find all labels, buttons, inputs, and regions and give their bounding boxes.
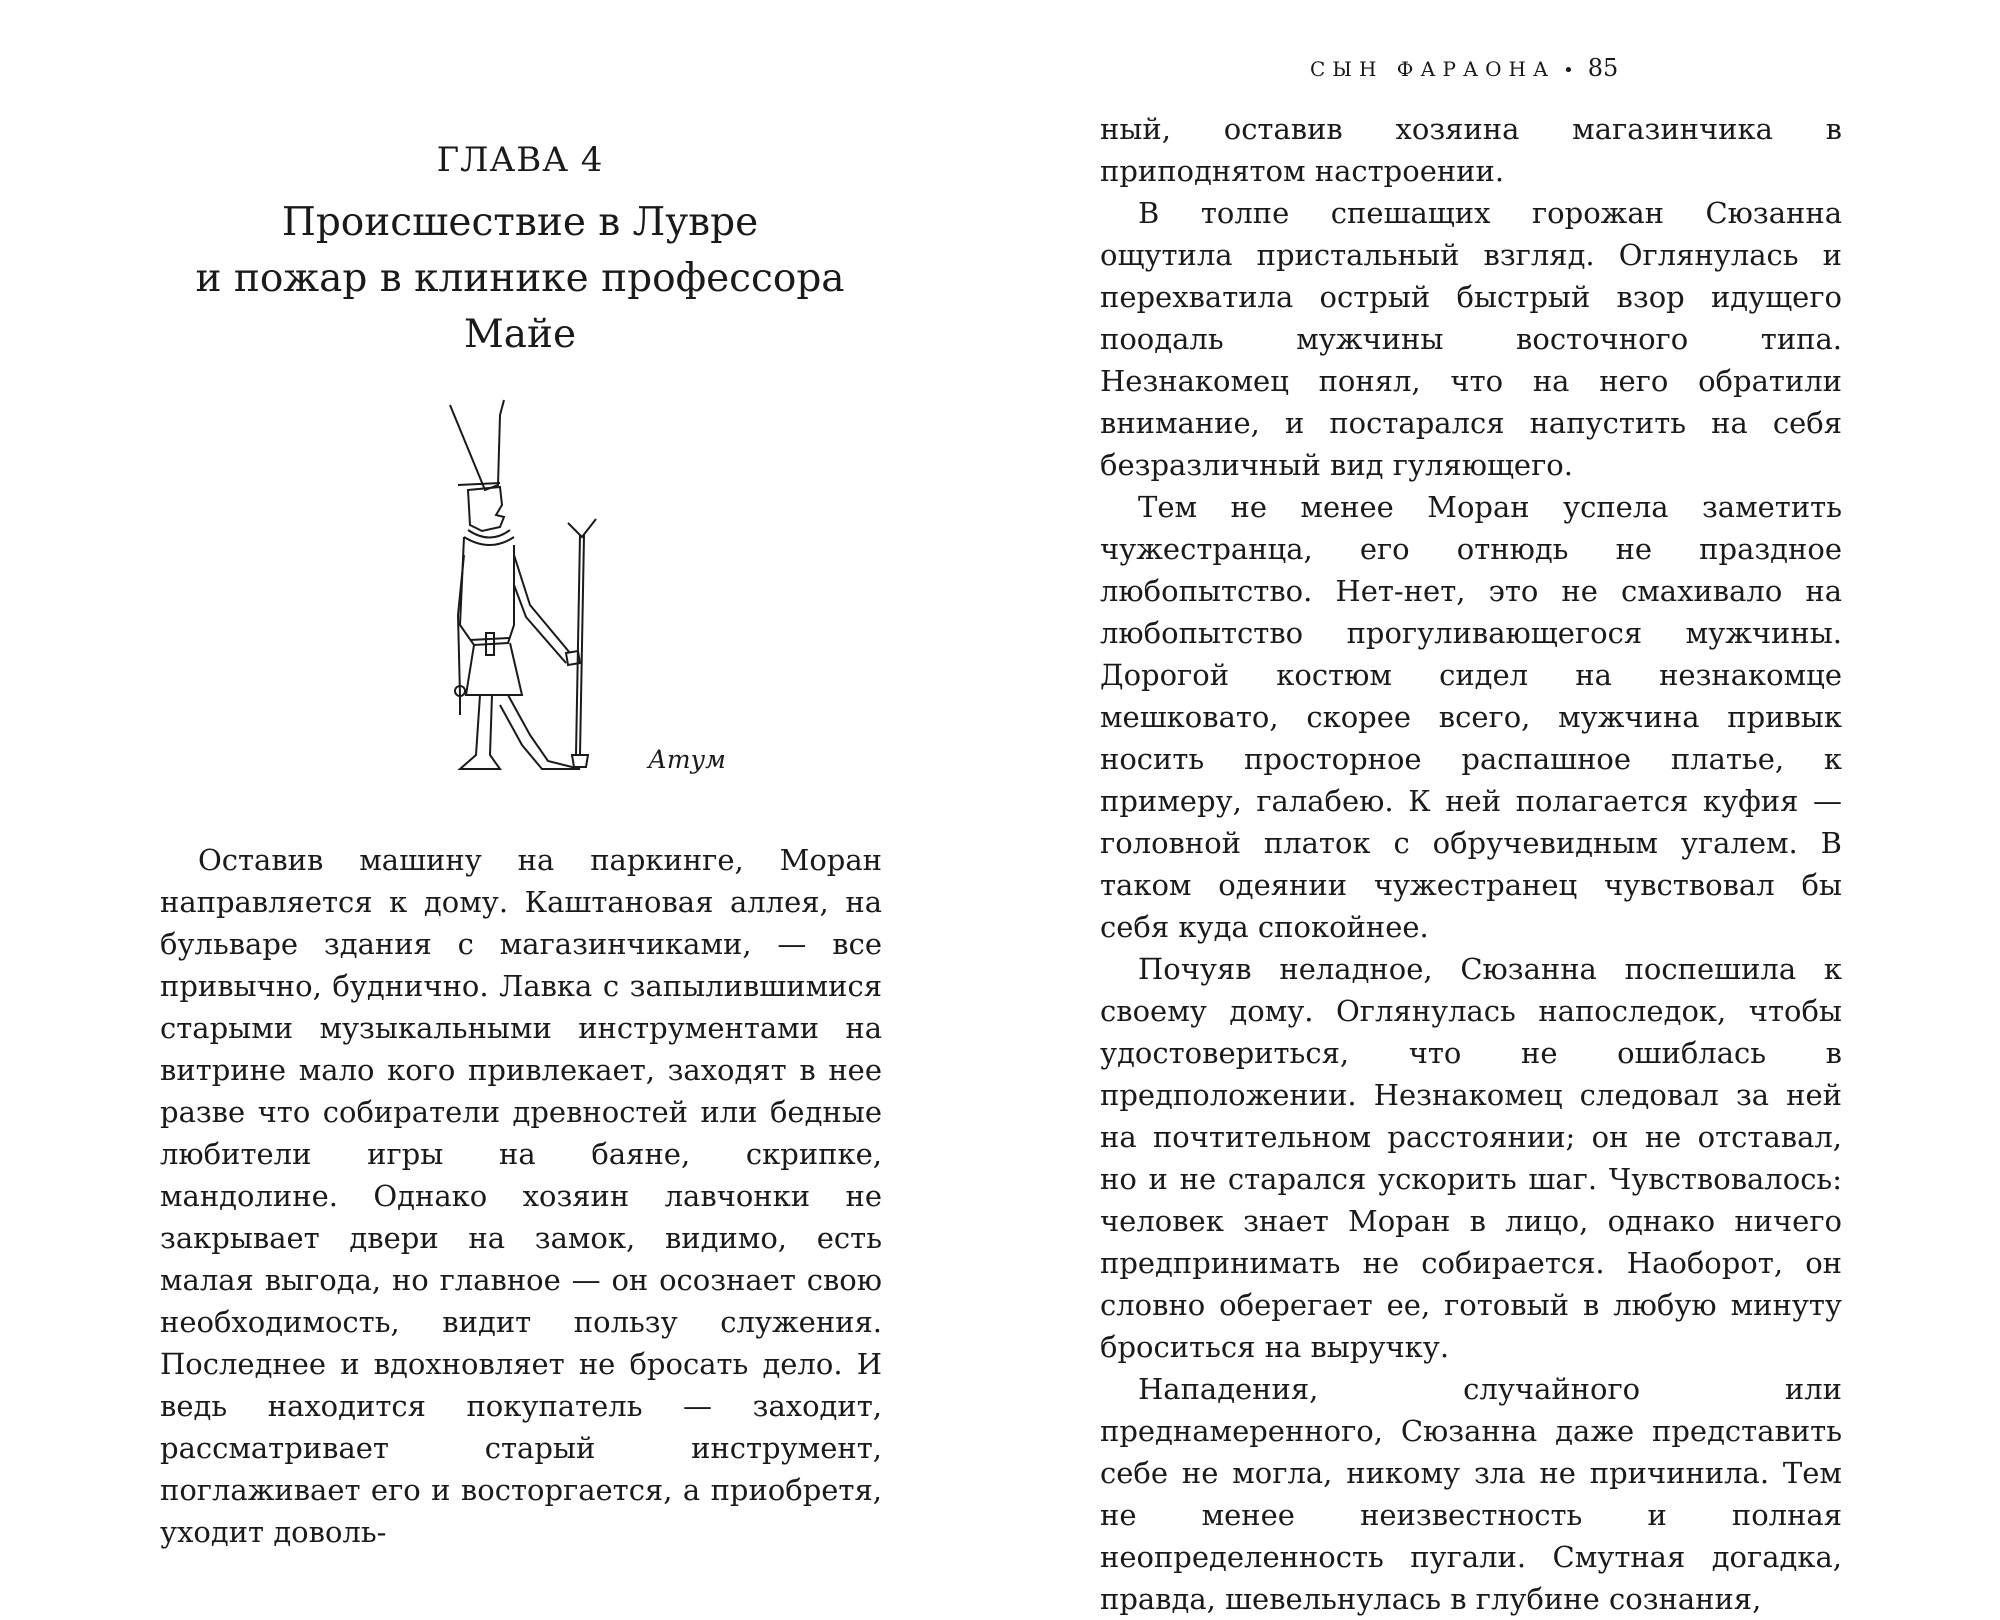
left-body-text [160, 839, 882, 1553]
running-head [1310, 54, 1618, 82]
chapter-title [150, 195, 890, 363]
continuation-paragraph: ный, оставив хозяина магазинчика в приподнятом настроении. [1100, 112, 1842, 188]
left-page [0, 0, 1000, 1580]
paragraph: Нападения, случайного или преднамеренного, Сюзанна даже представить себе не могла, никому зла не причинила. Тем не менее неизвестность и полная неопределенность пугали. Смутная догадка, правда, шевельнулась в глубине сознания, [1100, 1372, 1842, 1616]
paragraph: Тем не менее Моран успела заметить чужестранца, его отнюдь не праздное любопытство. Нет-нет, это не смахивало на любопытство прогуливающегося мужчины. Дорогой костюм сидел на незнакомце мешковато, скорее всего, мужчина привык носить просторное распашное платье, к примеру, галабею. К ней полагается куфия — головной платок с обручевидным угалем. В таком одеянии чужестранец чувствовал бы себя куда спокойнее. [1100, 490, 1842, 944]
illustration-caption: Атум [648, 745, 726, 774]
pharaoh-figure-icon [430, 395, 630, 775]
paragraph: В толпе спешащих горожан Сюзанна ощутила пристальный взгляд. Оглянулась и перехватила острый быстрый взор идущего поодаль мужчины восточного типа. Незнакомец понял, что на него обратили внимание, и постарался напустить на себя безразличный вид гуляющего. [1100, 196, 1842, 482]
running-head-title: СЫН ФАРАОНА [1310, 57, 1556, 81]
page-number: 85 [1587, 54, 1619, 82]
right-body-text [1100, 108, 1842, 1620]
paragraph: Почуяв неладное, Сюзанна поспешила к своему дому. Оглянулась напоследок, чтобы удостовериться, что не ошиблась в предположении. Незнакомец следовал за ней на почтительном расстоянии; он не отставал, но и не старался ускорить шаг. Чувствовалось: человек знает Моран в лицо, однако ничего предпринимать не собирается. Наоборот, он словно оберегает ее, готовый в любую минуту броситься на выручку. [1100, 952, 1842, 1364]
chapter-label: ГЛАВА 4 [436, 140, 604, 180]
running-head-separator: • [1563, 60, 1574, 81]
right-page [1000, 0, 2000, 1616]
chapter-title-line-2: и пожар в клинике профессора Майе [195, 256, 845, 357]
paragraph: Оставив машину на паркинге, Моран направляется к дому. Каштановая аллея, на бульваре здания с магазинчиками, — все привычно, буднично. Лавка с запылившимися старыми музыкальными инструментами на витрине мало кого привлекает, заходят в нее разве что собиратели древностей или бедные любители игры на баяне, скрипке, мандолине. Однако хозяин лавчонки не закрывает двери на замок, видимо, есть малая выгода, но главное — он осознает свою необходимость, видит пользу служения. Последнее и вдохновляет не бросать дело. И ведь находится покупатель — заходит, рассматривает старый инструмент, поглаживает его и восторгается, а приобретя, уходит доволь- [160, 843, 882, 1549]
chapter-title-line-1: Происшествие в Лувре [281, 200, 759, 245]
atum-illustration [430, 395, 730, 795]
